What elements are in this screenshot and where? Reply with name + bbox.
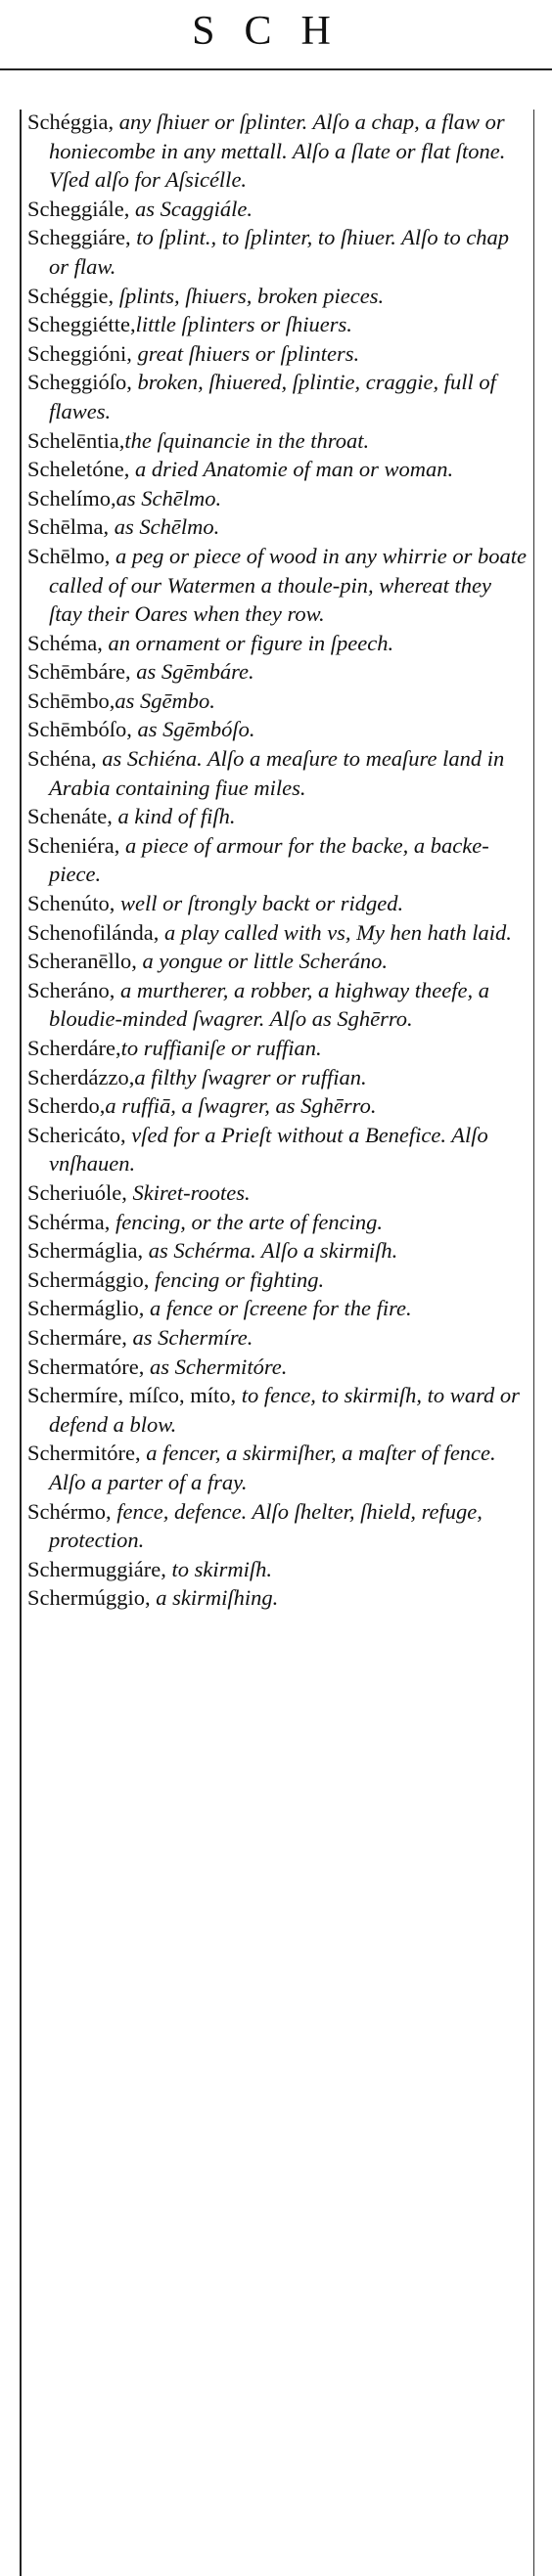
dictionary-entry bbox=[27, 715, 527, 744]
running-head: SCH bbox=[192, 9, 360, 54]
dictionary-entry bbox=[27, 1294, 527, 1323]
definition: fencing or fighting. bbox=[149, 1266, 325, 1292]
dictionary-entry bbox=[27, 339, 527, 369]
dictionary-entry bbox=[27, 1091, 527, 1121]
definition: as Sgēmbo. bbox=[115, 688, 215, 713]
dictionary-entry bbox=[27, 1439, 527, 1496]
headword: Schenofilánda, bbox=[27, 919, 160, 945]
headword: Schenáte, bbox=[27, 804, 113, 829]
dictionary-entry bbox=[27, 918, 527, 948]
definition: as Schēlmo. bbox=[109, 514, 220, 540]
definition: great ſhiuers or ſplinters. bbox=[131, 340, 360, 366]
headword: Schermatóre, bbox=[27, 1354, 145, 1379]
definition: to skirmiſh. bbox=[165, 1556, 272, 1581]
dictionary-entry bbox=[27, 1583, 527, 1613]
headword: Schēlma, bbox=[27, 514, 110, 540]
headword: Schermággio, bbox=[27, 1266, 150, 1292]
dictionary-entry bbox=[27, 368, 527, 425]
headword: Scheggiáre, bbox=[27, 225, 131, 250]
dictionary-entry bbox=[27, 1266, 527, 1295]
headword: Schericáto, bbox=[27, 1122, 126, 1147]
dictionary-entry bbox=[27, 831, 527, 889]
dictionary-entry bbox=[27, 1353, 527, 1382]
dictionary-entry bbox=[27, 542, 527, 629]
definition: a yongue or little Scheráno. bbox=[136, 949, 389, 974]
definition: a dried Anatomie of man or woman. bbox=[129, 457, 454, 482]
headword: Schéggia, bbox=[27, 110, 115, 134]
dictionary-entry bbox=[27, 455, 527, 484]
headword: Schēlmo, bbox=[27, 543, 111, 568]
headword: Scheniéra, bbox=[27, 832, 120, 858]
headword: Schérmo, bbox=[27, 1498, 112, 1524]
dictionary-entry bbox=[27, 512, 527, 542]
definition: to ſplint., to ſplinter, to ſhiuer. Alſo to chap or flaw. bbox=[49, 225, 510, 279]
dictionary-entry bbox=[27, 426, 527, 456]
definition: ſplints, ſhiuers, broken pieces. bbox=[114, 283, 385, 308]
headword: Schéna, bbox=[27, 746, 97, 772]
dictionary-entry bbox=[27, 310, 527, 339]
dictionary-entry bbox=[27, 629, 527, 658]
dictionary-entry bbox=[27, 1323, 527, 1353]
headword: Schermíre, míſco, míto, bbox=[27, 1383, 237, 1408]
definition: to ruffianiſe or ruffian. bbox=[120, 1036, 322, 1060]
headword: Schérma, bbox=[27, 1209, 111, 1234]
headword: Schelímo, bbox=[27, 485, 116, 511]
definition: a peg or piece of wood in any whirrie or boate called of our Watermen a thoule-pin, whereat they ſtay their Oares when they row. bbox=[49, 543, 527, 627]
dictionary-entry bbox=[27, 1178, 527, 1208]
headword: Scheriuóle, bbox=[27, 1179, 127, 1205]
dictionary-entry bbox=[27, 195, 527, 224]
headword: Schéma, bbox=[27, 630, 103, 655]
definition: broken, ſhiuered, ſplintie, craggie, full of flawes. bbox=[49, 370, 496, 423]
definition: a fencer, a skirmiſher, a maſter of fence. Alſo a parter of a fray. bbox=[49, 1441, 496, 1494]
dictionary-entry bbox=[27, 1236, 527, 1266]
dictionary-entry bbox=[27, 1208, 527, 1237]
headword: Schēmbáre, bbox=[27, 659, 131, 685]
headword: Schelēntia, bbox=[27, 427, 125, 453]
definition: a kind of fiſh. bbox=[112, 804, 236, 829]
dictionary-entry bbox=[27, 1497, 527, 1555]
headword: Schermáglio, bbox=[27, 1296, 145, 1321]
headword: Scheletóne, bbox=[27, 457, 130, 482]
definition: as Schérma. Alſo a skirmiſh. bbox=[143, 1238, 398, 1264]
headword: Scheggióni, bbox=[27, 340, 132, 366]
dictionary-entry bbox=[27, 802, 527, 831]
definition: fence, defence. Alſo ſhelter, ſhield, refuge, protection. bbox=[49, 1498, 483, 1553]
headword: Schenúto, bbox=[27, 891, 115, 916]
definition: as Schermíre. bbox=[126, 1324, 253, 1350]
dictionary-entry bbox=[27, 744, 527, 802]
headword: Scherdáre, bbox=[27, 1036, 121, 1060]
dictionary-entry bbox=[27, 484, 527, 513]
definition: to fence, to skirmiſh, to ward or defend a blow. bbox=[49, 1383, 520, 1437]
dictionary-entry bbox=[27, 1063, 527, 1092]
definition: any ſhiuer or ſplinter. Alſo a chap, a flaw or honiecombe in any mettall. Alſo a ſlate or flat ſtone. Vſed alſo for Aſsicélle. bbox=[49, 110, 506, 193]
headword: Scheráno, bbox=[27, 977, 115, 1002]
dictionary-entry bbox=[27, 687, 527, 716]
headword: Schermúggio, bbox=[27, 1585, 151, 1611]
definition: as Sgēmbáre. bbox=[130, 659, 254, 685]
dictionary-entry bbox=[27, 947, 527, 976]
headword: Scherdo, bbox=[27, 1093, 106, 1119]
definition: the ſquinancie in the throat. bbox=[124, 427, 370, 453]
definition: a piece of armour for the backe, a backe-piece. bbox=[49, 832, 489, 887]
headword: Scherdázzo, bbox=[27, 1064, 135, 1089]
dictionary-entry bbox=[27, 889, 527, 918]
definition: a murtherer, a robber, a highway theefe, a bloudie-minded ſwagrer. Alſo as Sghērro. bbox=[49, 977, 490, 1032]
definition: a ruffiā, a ſwagrer, as Sghērro. bbox=[105, 1093, 377, 1119]
definition: a play called with vs, My hen hath laid. bbox=[159, 919, 512, 945]
headword: Schermitóre, bbox=[27, 1441, 141, 1466]
definition: well or ſtrongly backt or ridged. bbox=[115, 891, 404, 916]
column-rule-right bbox=[533, 110, 534, 2576]
column-rule-left bbox=[20, 110, 22, 2576]
dictionary-entry bbox=[27, 223, 527, 281]
definition: a filthy ſwagrer or ruffian. bbox=[134, 1064, 367, 1089]
headword: Schermáglia, bbox=[27, 1238, 144, 1264]
definition: a fence or ſcreene for the fire. bbox=[144, 1296, 412, 1321]
dictionary-entry bbox=[27, 657, 527, 687]
definition: as Schēlmo. bbox=[115, 485, 222, 511]
dictionary-entry bbox=[27, 1034, 527, 1063]
dictionary-entry bbox=[27, 108, 527, 195]
dictionary-entry bbox=[27, 1121, 527, 1178]
header-rule bbox=[0, 68, 552, 70]
dictionary-entry bbox=[27, 1381, 527, 1439]
headword: Schēmbo, bbox=[27, 688, 115, 713]
dictionary-entry bbox=[27, 976, 527, 1034]
definition: a skirmiſhing. bbox=[150, 1585, 279, 1611]
definition: as Schermitóre. bbox=[144, 1354, 288, 1379]
definition: as Schiéna. Alſo a meaſure to meaſure land in Arabia containing fiue miles. bbox=[49, 746, 505, 800]
headword: Schéggie, bbox=[27, 283, 115, 308]
headword: Scheggiále, bbox=[27, 196, 130, 221]
definition: an ornament or figure in ſpeech. bbox=[102, 630, 394, 655]
headword: Schermáre, bbox=[27, 1324, 127, 1350]
dictionary-entry bbox=[27, 1555, 527, 1584]
entry-column bbox=[27, 108, 527, 1613]
headword: Scheggióſo, bbox=[27, 370, 132, 395]
headword: Scheranēllo, bbox=[27, 949, 137, 974]
definition: as Scaggiále. bbox=[129, 196, 253, 221]
definition: little ſplinters or ſhiuers. bbox=[135, 312, 352, 337]
definition: Skiret-rootes. bbox=[126, 1179, 251, 1205]
headword: Scheggiétte, bbox=[27, 312, 136, 337]
headword: Schermuggiáre, bbox=[27, 1556, 166, 1581]
definition: vſed for a Prieſt without a Benefice. Alſo vnſhauen. bbox=[49, 1122, 488, 1177]
definition: fencing, or the arte of fencing. bbox=[110, 1209, 384, 1234]
definition: as Sgēmbóſo. bbox=[131, 717, 255, 742]
headword: Schēmbóſo, bbox=[27, 717, 132, 742]
dictionary-entry bbox=[27, 282, 527, 311]
